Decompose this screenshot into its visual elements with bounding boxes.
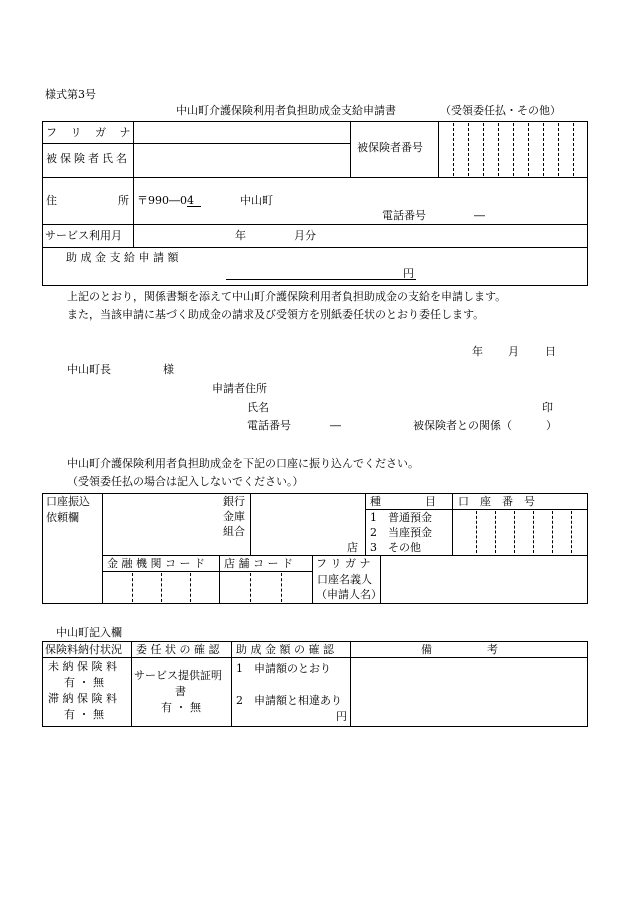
bank-code-label: 金 融 機 関 コ ー ド (107, 557, 205, 570)
amount-check-option-1: 1 申請額のとおり (236, 662, 331, 675)
town-use-title: 中山町記入欄 (56, 626, 122, 639)
transfer-note-2: （受領委任払の場合は記入しないでください。） (67, 475, 304, 488)
holder-furigana-label: フ リ ガ ナ (316, 557, 371, 570)
service-cert-label: サービス提供証明 (134, 669, 222, 682)
overdue-premium-label: 滞 納 保 険 料 (48, 692, 117, 705)
account-type-label: 種 目 (370, 495, 436, 508)
subsidy-amount-label: 助 成 金 支 給 申 請 額 (66, 251, 179, 264)
overdue-yes-no: 有 ・ 無 (64, 708, 104, 721)
service-month-label: サービス利用月 (45, 229, 122, 242)
remarks-header: 備 考 (421, 643, 498, 656)
account-number-label: 口 座 番 号 (458, 495, 535, 508)
furigana-label: フ リ ガ ナ (46, 126, 136, 139)
transfer-header-1: 口座振込 (46, 495, 90, 508)
amount-check-header: 助 成 金 額 の 確 認 (236, 643, 334, 656)
proxy-check-header: 委 任 状 の 確 認 (136, 643, 220, 656)
applicant-name-paren: （申請人名） (316, 588, 382, 601)
relation-close: ） (546, 419, 557, 432)
town-name: 中山町 (240, 194, 273, 207)
declaration-line-2: また，当該申請に基づく助成金の請求及び受領方を別紙委任状のとおり委任します。 (67, 308, 485, 321)
postal-code: 〒990―04 (137, 194, 194, 207)
date-day: 日 (545, 345, 556, 358)
service-cert-yes-no: 有 ・ 無 (161, 701, 201, 714)
subsidy-yen: 円 (403, 267, 414, 280)
account-type-option-2: 2 当座預金 (370, 526, 432, 539)
form-title-note: （受領委任払・その他） (440, 104, 561, 117)
account-holder-label: 口座名義人 (317, 573, 372, 586)
address-label-2: 所 (118, 194, 129, 207)
transfer-note-1: 中山町介護保険利用者負担助成金を下記の口座に振り込んでください。 (67, 457, 419, 470)
payment-status-header: 保険料納付状況 (45, 643, 122, 656)
service-cert-label-2: 書 (175, 685, 186, 698)
account-type-option-3: 3 その他 (370, 541, 421, 554)
kumiai-label: 組合 (223, 525, 245, 538)
branch-code-label: 店 舗 コ ー ド (224, 557, 293, 570)
account-type-option-1: 1 普通預金 (370, 511, 432, 524)
amount-check-option-2: 2 申請額と相違あり (236, 694, 342, 707)
applicant-name-label: 氏名 (247, 401, 269, 414)
insured-number-label: 被保険者番号 (357, 141, 423, 154)
relation-label: 被保険者との関係（ (413, 419, 512, 432)
phone-label: 電話番号 (382, 209, 426, 222)
mayor-honorific: 様 (163, 363, 174, 376)
unpaid-yes-no: 有 ・ 無 (64, 676, 104, 689)
phone-dash: ― (474, 209, 485, 222)
applicant-phone-label: 電話番号 (247, 419, 291, 432)
shinkin-label: 金庫 (223, 510, 245, 523)
transfer-header-2: 依頼欄 (46, 511, 79, 524)
amount-check-yen: 円 (336, 710, 347, 723)
declaration-line-1: 上記のとおり，関係書類を添えて中山町介護保険利用者負担助成金の支給を申請します。 (67, 290, 507, 303)
form-title: 中山町介護保険利用者負担助成金支給申請書 (176, 104, 396, 117)
branch-label: 店 (347, 541, 358, 554)
address-label: 住 (46, 194, 57, 207)
bank-label: 銀行 (223, 495, 245, 508)
seal-mark: 印 (542, 401, 553, 414)
applicant-phone-dash: ― (330, 419, 341, 432)
unpaid-premium-label: 未 納 保 険 料 (48, 660, 117, 673)
service-year: 年 (235, 229, 246, 242)
form-number: 様式第3号 (45, 88, 96, 101)
applicant-address-label: 申請者住所 (212, 382, 267, 395)
date-year: 年 (472, 345, 483, 358)
service-month-unit: 月分 (294, 229, 316, 242)
insured-name-label: 被保険者氏名 (46, 152, 130, 165)
mayor-label: 中山町長 (67, 363, 111, 376)
date-month: 月 (508, 345, 519, 358)
